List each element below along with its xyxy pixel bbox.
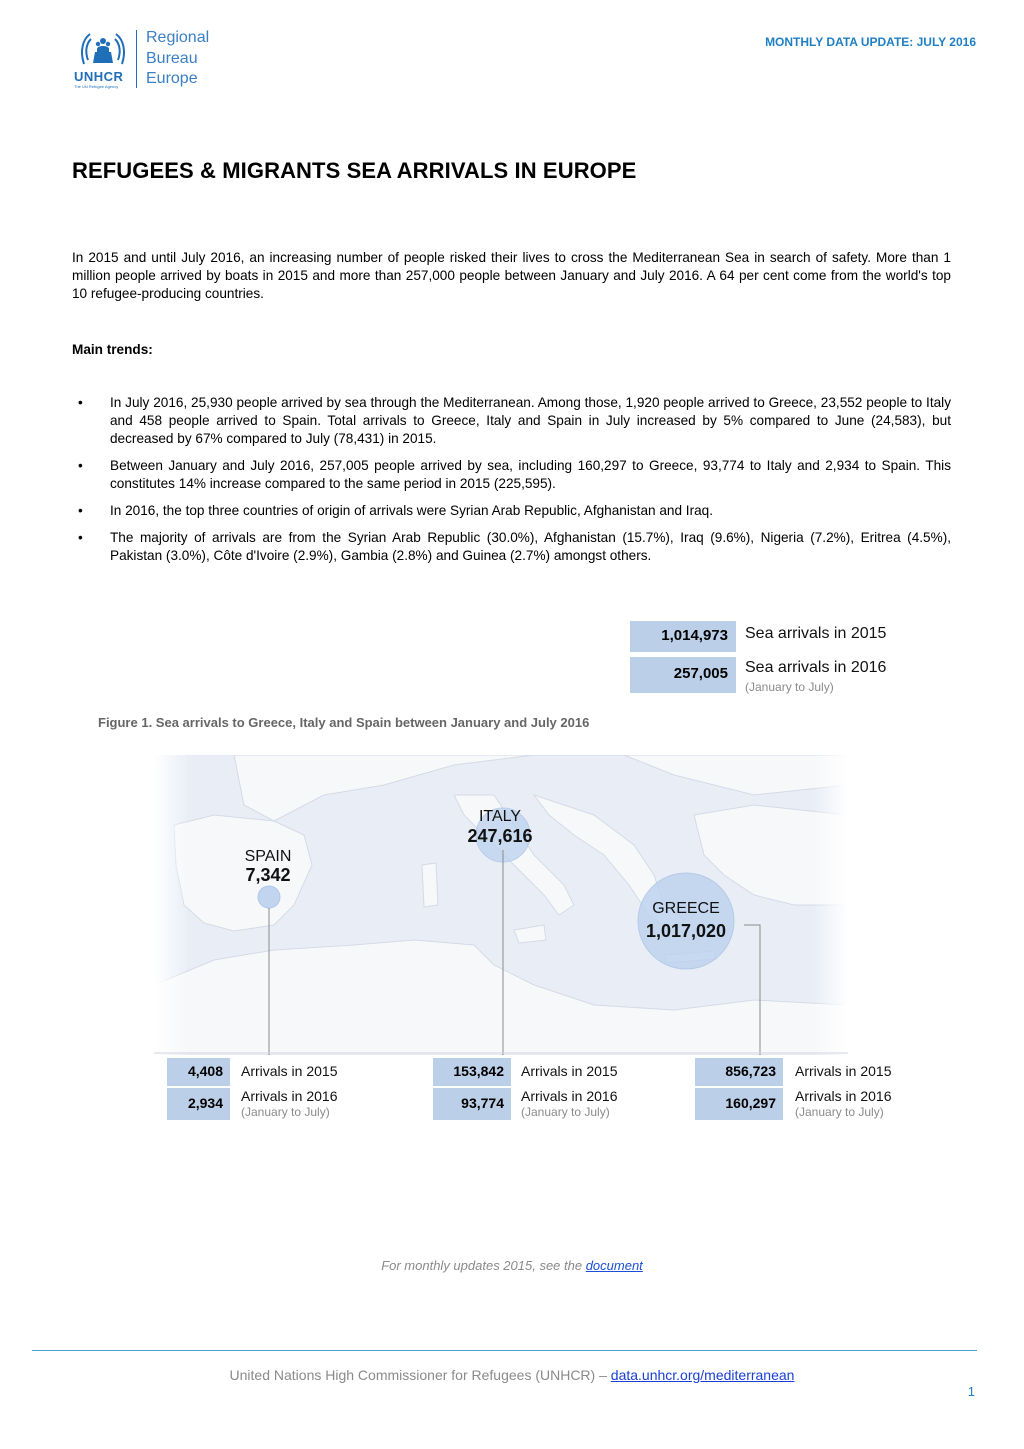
total-2016-value: 257,005 xyxy=(630,657,736,693)
italy-arrivals-2016-period: (January to July) xyxy=(521,1105,610,1119)
page-title: REFUGEES & MIGRANTS SEA ARRIVALS IN EUROPE xyxy=(72,158,637,183)
bullet-icon: • xyxy=(78,503,83,518)
page-number: 1 xyxy=(967,1384,975,1399)
trend-item xyxy=(72,457,951,493)
spain-arrivals-2016-label: Arrivals in 2016 xyxy=(241,1088,338,1104)
italy-arrivals-2016-value: 93,774 xyxy=(433,1088,511,1120)
bureau-line-3: Europe xyxy=(146,70,198,87)
footer-text: United Nations High Commissioner for Refugees (UNHCR) – xyxy=(229,1367,611,1383)
bullet-icon: • xyxy=(78,530,83,545)
italy-name: ITALY xyxy=(478,808,522,825)
greece-arrivals-2016-label: Arrivals in 2016 xyxy=(795,1088,892,1104)
spain-arrivals-2016-period: (January to July) xyxy=(241,1105,330,1119)
greece-arrivals-2015-label: Arrivals in 2015 xyxy=(795,1063,892,1079)
bullet-icon: • xyxy=(78,458,83,473)
footer-link[interactable]: data.unhcr.org/mediterranean xyxy=(610,1367,795,1383)
spain-arrivals-2015-label: Arrivals in 2015 xyxy=(241,1063,338,1079)
unhcr-logo xyxy=(74,28,224,90)
bureau-line-1: Regional xyxy=(146,29,210,46)
trend-item xyxy=(72,394,951,448)
total-2016-period: (January to July) xyxy=(745,680,834,694)
figure-caption: Figure 1. Sea arrivals to Greece, Italy and Spain between January and July 2016 xyxy=(98,715,590,730)
bureau-line-2: Bureau xyxy=(146,49,198,67)
bullet-icon: • xyxy=(78,395,83,410)
trend-text: The majority of arrivals are from the Syrian Arab Republic (30.0%), Afghanistan (15.7%), Iraq (9.6%), Nigeria (7.2%), Eritrea (4.5%), Pakistan (3.0%), Côte d'Ivoire (2.9%), Gambia (2.8%) and Guinea (2.7%) amongst others. xyxy=(110,530,951,563)
intro-paragraph: In 2015 and until July 2016, an increasing number of people risked their lives to cross the Mediterranean Sea in search of safety. More than 1 million people arrived by boats in 2015 and more than 257,000 people between January and July 2016. A 64 per cent come from the world's top 10 refugee-producing countries. xyxy=(72,250,951,301)
main-trends-heading: Main trends: xyxy=(72,342,153,357)
logo-org-name: UNHCR xyxy=(74,69,124,84)
trend-text: In July 2016, 25,930 people arrived by sea through the Mediterranean. Among those, 1,920 people arrived to Greece, 23,552 people to Italy and 458 people arrived to Spain. Total arrivals to Greece, Italy and Spain in July increased by 5% compared to June (24,583), but decreased by 67% compared to July (78,431) in 2015. xyxy=(110,395,951,446)
trend-item xyxy=(72,502,951,520)
spain-arrivals-2016-value: 2,934 xyxy=(167,1088,230,1120)
logo-divider xyxy=(136,30,137,88)
monthly-updates-note xyxy=(0,1258,1024,1273)
greece-arrivals-2015-value: 856,723 xyxy=(695,1058,783,1086)
italy-total: 247,616 xyxy=(467,826,533,846)
trend-list xyxy=(72,394,951,574)
logo-tagline: The UN Refugee Agency xyxy=(74,84,119,89)
spain-name: SPAIN xyxy=(244,848,292,865)
total-2015-value: 1,014,973 xyxy=(630,621,736,652)
unhcr-emblem-icon xyxy=(78,30,128,70)
spain-bubble xyxy=(258,886,280,908)
greece-name: GREECE xyxy=(652,900,720,917)
bureau-name xyxy=(146,28,209,90)
italy-arrivals-2016-label: Arrivals in 2016 xyxy=(521,1088,618,1104)
total-2016-label: Sea arrivals in 2016 xyxy=(745,659,887,676)
trend-text: In 2016, the top three countries of origin of arrivals were Syrian Arab Republic, Afghanistan and Iraq. xyxy=(110,503,714,518)
total-2015-label: Sea arrivals in 2015 xyxy=(745,625,887,642)
greece-arrivals-2016-value: 160,297 xyxy=(695,1088,783,1120)
spain-total: 7,342 xyxy=(245,865,291,885)
footer xyxy=(0,1367,1024,1383)
greece-total: 1,017,020 xyxy=(645,921,727,941)
spain-arrivals-2015-value: 4,408 xyxy=(167,1058,230,1086)
footer-divider xyxy=(32,1350,977,1351)
document-link[interactable]: document xyxy=(585,1258,643,1273)
italy-arrivals-2015-value: 153,842 xyxy=(433,1058,511,1086)
trend-text: Between January and July 2016, 257,005 people arrived by sea, including 160,297 to Greece, 93,774 to Italy and 2,934 to Spain. This constitutes 14% increase compared to the same period in 2015 (225,595). xyxy=(110,458,951,491)
monthly-note-text: For monthly updates 2015, see the xyxy=(381,1258,586,1273)
greece-arrivals-2016-period: (January to July) xyxy=(795,1105,884,1119)
italy-arrivals-2015-label: Arrivals in 2015 xyxy=(521,1063,618,1079)
monthly-update-label: MONTHLY DATA UPDATE: JULY 2016 xyxy=(765,35,976,49)
trend-item xyxy=(72,529,951,565)
